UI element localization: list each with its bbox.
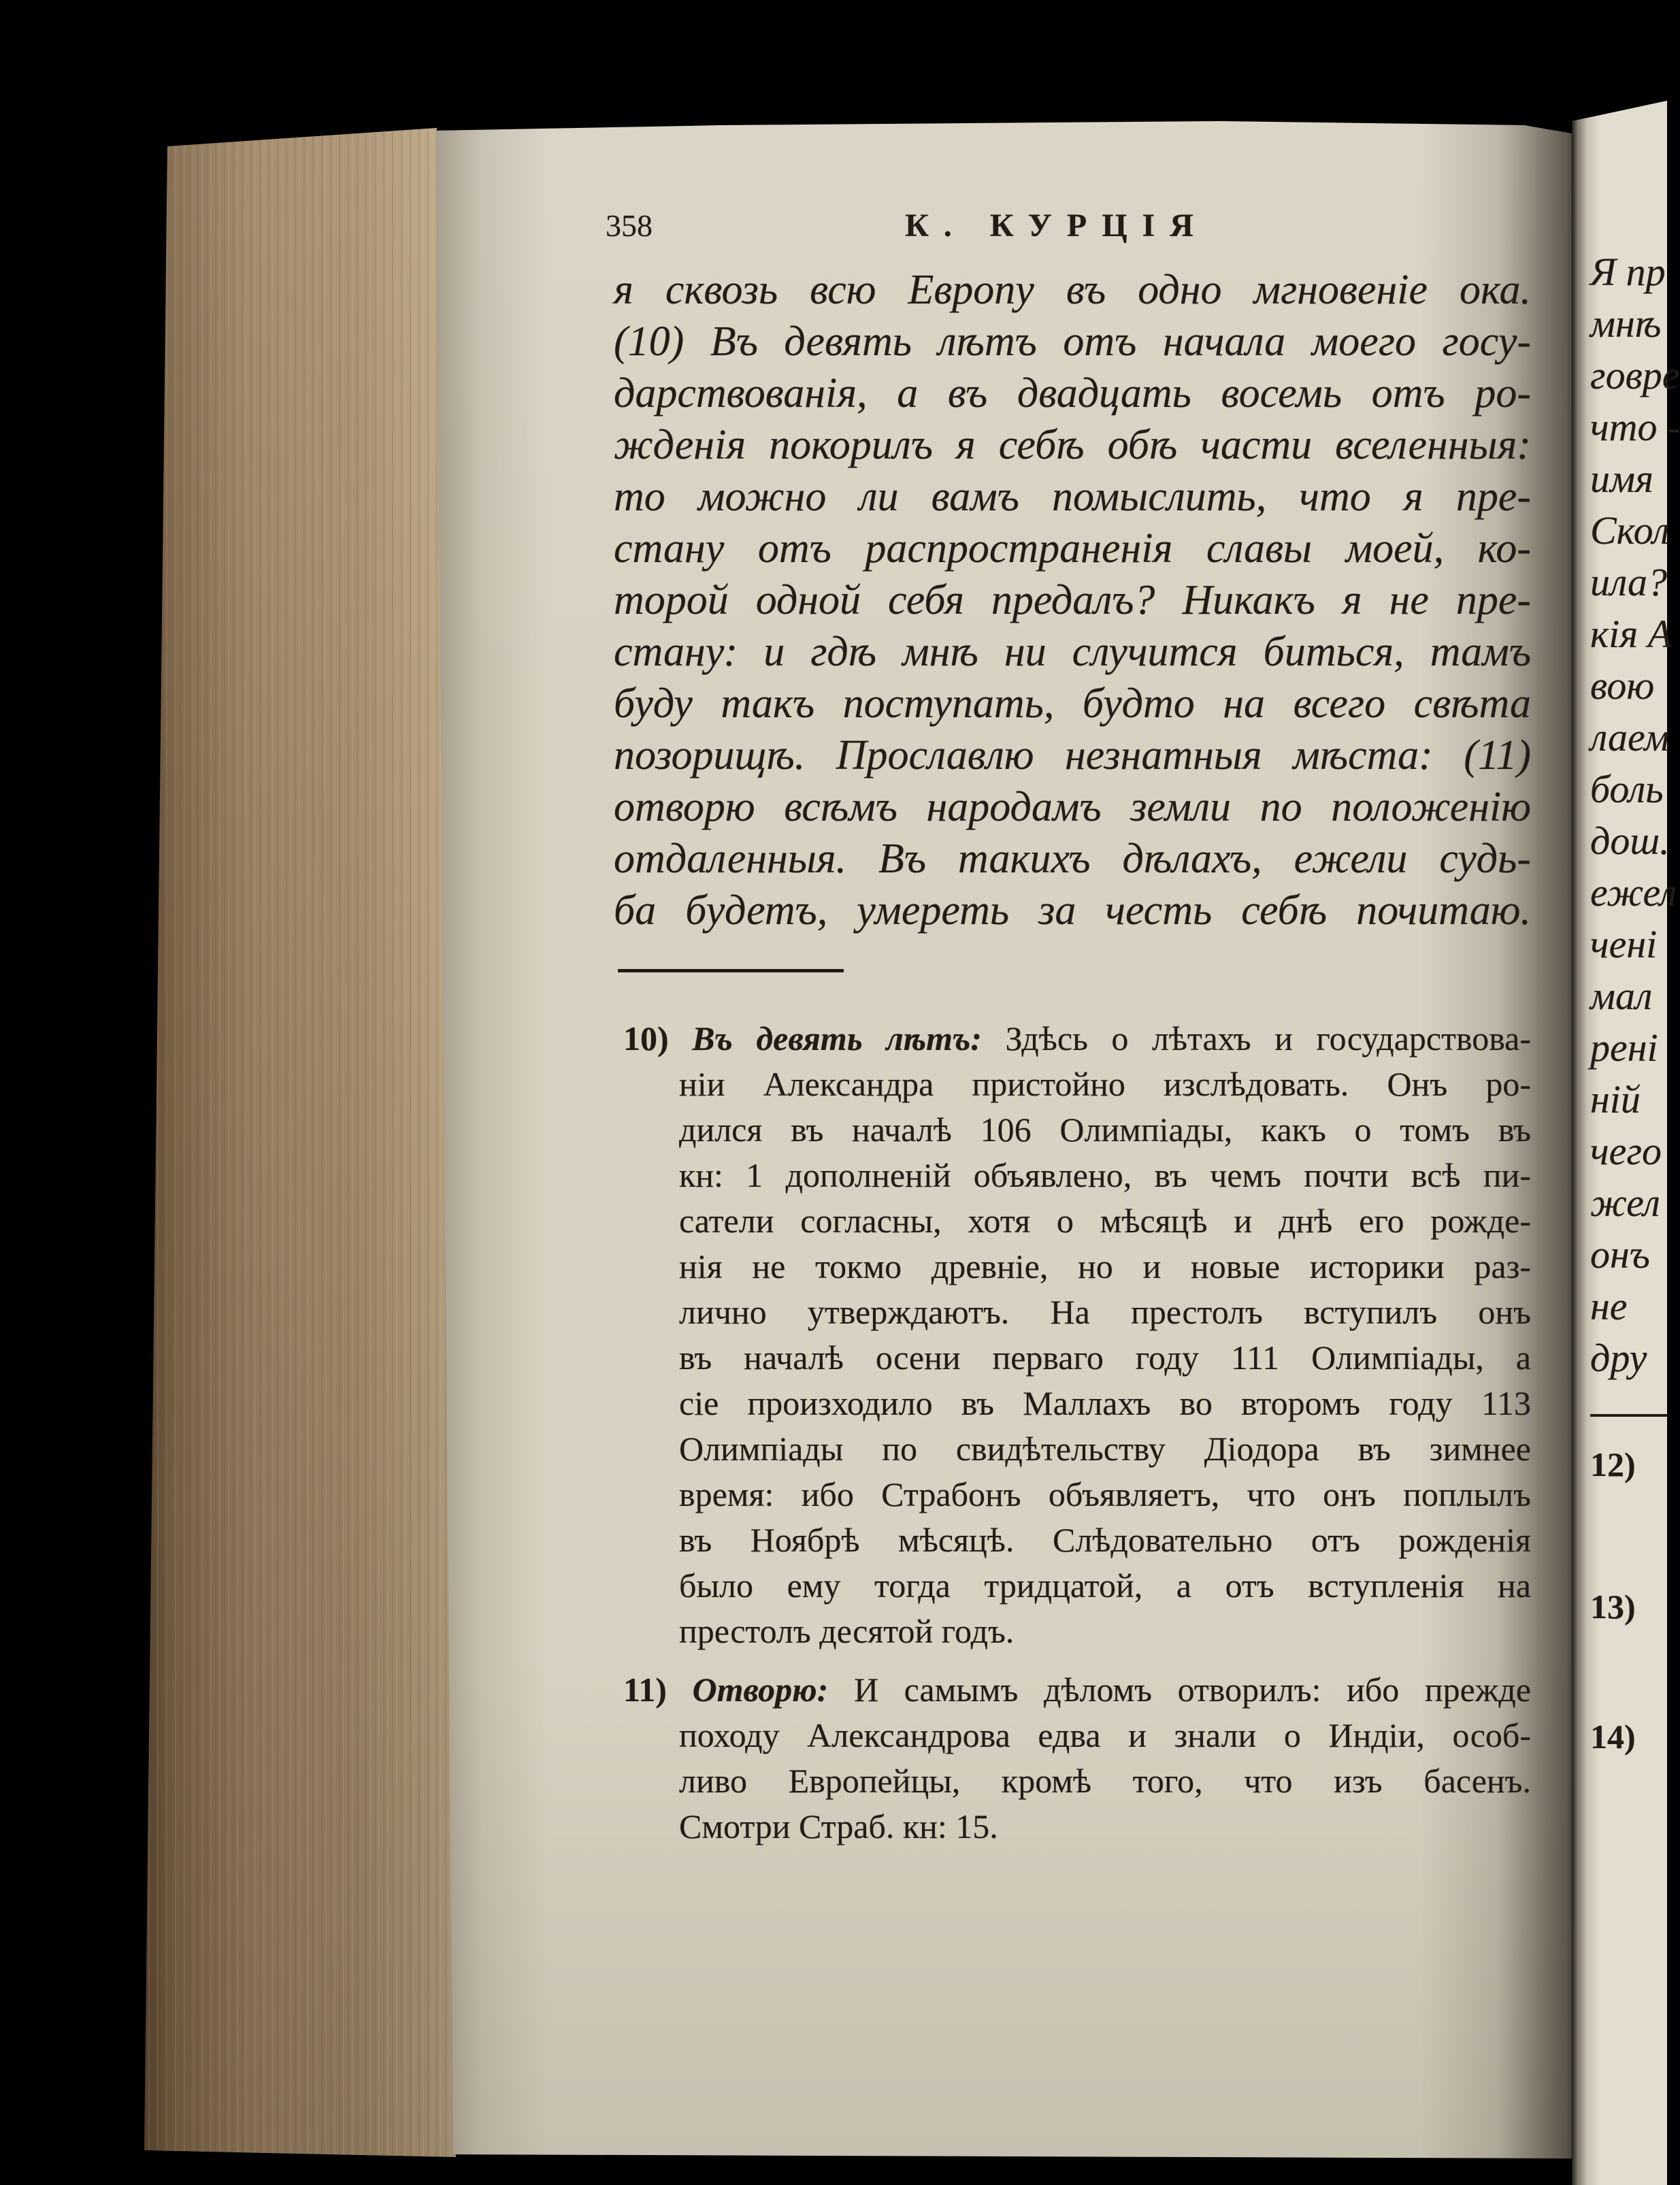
main-text-line: стану: и гдѣ мнѣ ни случится биться, тамъ [614, 629, 1531, 675]
facing-page-text-fragment: кія А [1590, 612, 1673, 656]
main-text-line: позорищѣ. Прославлю незнатныя мѣста: (11) [614, 732, 1531, 778]
footnote-line: ніи Александра пристойно изслѣдовать. Онъ ро- [679, 1065, 1531, 1103]
footnote-line: въ началѣ осени перваго году 111 Олимпіады, а [679, 1338, 1531, 1377]
facing-page-text-fragment: боль [1590, 767, 1664, 811]
footnote-text: Здѣсь о лѣтахъ и государствова- [1005, 1019, 1532, 1057]
main-text [614, 264, 1531, 936]
footnote-11 [623, 1667, 1531, 1850]
facing-page-text-fragment: чені [1590, 922, 1658, 966]
footnote-line: кн: 1 дополненій объявлено, въ чемъ почти всѣ пи- [679, 1156, 1531, 1194]
left-page-edges [144, 128, 456, 2157]
facing-page-text-fragment: Я пр [1590, 250, 1666, 294]
footnote-line: Олимпіады по свидѣтельству Діодора въ зимнее [679, 1430, 1531, 1468]
main-text-line: дарствованія, а въ двадцать восемь отъ ро- [614, 370, 1531, 416]
footnote-line: престолъ десятой годъ. [679, 1612, 1015, 1650]
footnote-line: въ Ноябрѣ мѣсяцѣ. Слѣдовательно отъ рожденія [679, 1521, 1531, 1559]
facing-page-text-fragment: жел [1590, 1181, 1660, 1225]
footnote-line: сіе произходило въ Маллахъ во второмъ году 113 [679, 1384, 1531, 1422]
facing-page-text [1590, 246, 1680, 1387]
footnote-first-line [623, 1667, 1531, 1713]
footnote-text: И самымъ дѣломъ отворилъ: ибо прежде [853, 1671, 1532, 1709]
facing-page-text-fragment: чего [1590, 1129, 1662, 1173]
footnote-10 [623, 1016, 1531, 1654]
footnote-line: было ему тогда тридцатой, а отъ вступленія на [679, 1566, 1531, 1605]
running-title: К. КУРЦІЯ [905, 208, 1208, 244]
facing-page-text-fragment: мнѣ [1590, 301, 1662, 346]
facing-page-text-fragment: не [1590, 1284, 1628, 1328]
footnote-first-line [623, 1016, 1531, 1062]
facing-page-text-fragment: вою [1590, 663, 1655, 708]
facing-page-footnote-rule [1590, 1414, 1667, 1417]
footnote-marker: 10) [623, 1019, 669, 1057]
facing-page-text-fragment: рені [1590, 1025, 1658, 1070]
facing-page-text-fragment: ній [1590, 1077, 1641, 1121]
facing-page-text-fragment: ила? [1590, 560, 1667, 604]
main-text-line: буду такъ поступать, будто на всего свѣта [614, 680, 1531, 727]
main-text-line: то можно ли вамъ помыслить, что я пре- [614, 474, 1531, 520]
main-text-line: стану отъ распространенія славы моей, ко- [614, 525, 1531, 572]
main-text-line: (10) Въ девять лѣтъ отъ начала моего госу- [614, 318, 1531, 365]
footnote-lemma: Отворю: [692, 1671, 829, 1709]
footnote-line: нія не токмо древніе, но и новые историки раз- [679, 1247, 1531, 1285]
facing-page-text-fragment: говре [1590, 353, 1680, 397]
footnote-line: ливо Европейцы, кромѣ того, что изъ басенъ. [679, 1762, 1531, 1800]
main-text-line: отдаленныя. Въ такихъ дѣлахъ, ежели судь- [614, 836, 1531, 882]
main-text-line: жденія покорилъ я себѣ обѣ части вселенныя: [614, 422, 1531, 468]
footnote-marker: 11) [623, 1671, 667, 1709]
page-number: 358 [606, 208, 653, 243]
main-text-line: я сквозь всю Европу въ одно мгновеніе ока. [614, 267, 1531, 313]
footnote-line: дился въ началѣ 106 Олимпіады, какъ о томъ въ [679, 1111, 1531, 1149]
facing-page-text-fragment: дош. [1590, 819, 1670, 863]
footnote-separator-rule [618, 969, 844, 972]
footnote-line: сатели согласны, хотя о мѣсяцѣ и днѣ его рожде- [679, 1202, 1531, 1240]
facing-page-text-fragment: Скол [1590, 508, 1670, 553]
facing-footnote-marker: 13) [1590, 1588, 1636, 1626]
footnote-lemma: Въ девять лѣтъ: [692, 1019, 982, 1057]
footnote-line: лично утверждаютъ. На престолъ вступилъ онъ [679, 1293, 1531, 1331]
facing-page-text-fragment: что - [1590, 405, 1680, 449]
main-text-line: отворю всѣмъ народамъ земли по положенію [614, 784, 1531, 830]
facing-footnote-marker: 14) [1590, 1718, 1636, 1756]
main-text-line: торой одной себя предалъ? Никакъ я не пре- [614, 577, 1531, 623]
facing-footnote-marker: 12) [1590, 1445, 1636, 1483]
footnote-line: Смотри Страб. кн: 15. [679, 1807, 998, 1845]
facing-page-text-fragment: онъ [1590, 1232, 1650, 1277]
facing-page-text-fragment: мал [1590, 974, 1653, 1018]
footnote-line: время: ибо Страбонъ объявляетъ, что онъ поплылъ [679, 1475, 1531, 1513]
running-head [0, 203, 1667, 249]
facing-page-text-fragment: дру [1590, 1336, 1647, 1380]
facing-page-text-fragment: ежел [1590, 870, 1677, 915]
facing-page-text-fragment: лаем [1590, 715, 1670, 759]
facing-page-text-fragment: имя [1590, 457, 1653, 501]
footnote-line: походу Александрова едва и знали о Индіи, особ- [679, 1716, 1531, 1754]
main-text-line: ба будетъ, умереть за честь себѣ почитаю. [614, 887, 1531, 934]
